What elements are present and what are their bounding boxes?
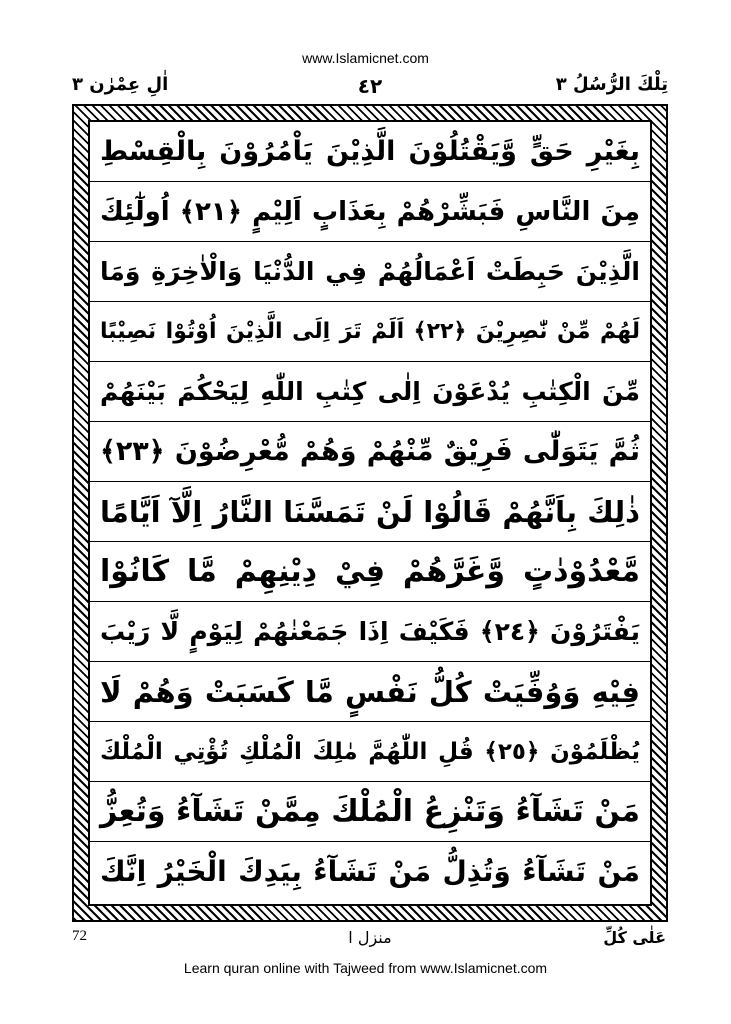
verse-line: بِغَيْرِ حَقٍّ وَّيَقْتُلُوْنَ الَّذِيْنَ يَاْمُرُوْنَ بِالْقِسْطِ — [90, 122, 650, 182]
verse-line: الَّذِيْنَ حَبِطَتْ اَعْمَالُهُمْ فِي الدُّنْيَا وَالْاٰخِرَةِ وَمَا — [90, 242, 650, 302]
manzil-label: منزل ا — [348, 928, 392, 947]
text-panel — [88, 120, 652, 906]
verse-line: لَهُمْ مِّنْ نّٰصِرِيْنَ ﴿٢٢﴾ اَلَمْ تَرَ اِلَى الَّذِيْنَ اُوْتُوْا نَصِيْبًا — [90, 302, 650, 362]
verse-line: يُظْلَمُوْنَ ﴿٢٥﴾ قُلِ اللّٰهُمَّ مٰلِكَ الْمُلْكِ تُؤْتِي الْمُلْكَ — [90, 722, 650, 782]
verse-line: مَّعْدُوْدٰتٍ وَّغَرَّهُمْ فِيْ دِيْنِهِمْ مَّا كَانُوْا — [90, 542, 650, 602]
verse-line: مِّنَ الْكِتٰبِ يُدْعَوْنَ اِلٰى كِتٰبِ اللّٰهِ لِيَحْكُمَ بَيْنَهُمْ — [90, 362, 650, 422]
verse-line: ذٰلِكَ بِاَنَّهُمْ قَالُوْا لَنْ تَمَسَّنَا النَّارُ اِلَّآ اَيَّامًا — [90, 482, 650, 542]
site-url: www.Islamicnet.com — [302, 50, 429, 66]
page-footer — [72, 922, 668, 952]
page-border-frame — [72, 104, 668, 922]
verse-line: ثُمَّ يَتَوَلّٰى فَرِيْقٌ مِّنْهُمْ وَهُمْ مُّعْرِضُوْنَ ﴿٢٣﴾ — [90, 422, 650, 482]
surah-title: اٰلِ عِمْرٰن ٣ — [72, 74, 169, 95]
promo-note: Learn quran online with Tajweed from www.Islamicnet.com — [183, 960, 548, 976]
juz-title: تِلْكَ الرُّسُلُ ٣ — [555, 74, 668, 95]
verse-line: فِيْهِ وَوُفِّيَتْ كُلُّ نَفْسٍ مَّا كَسَبَتْ وَهُمْ لَا — [90, 662, 650, 722]
verse-line: يَفْتَرُوْنَ ﴿٢٤﴾ فَكَيْفَ اِذَا جَمَعْنٰهُمْ لِيَوْمٍ لَّا رَيْبَ — [90, 602, 650, 662]
running-head — [72, 70, 668, 104]
verse-line: مَنْ تَشَآءُ وَتُذِلُّ مَنْ تَشَآءُ بِيَدِكَ الْخَيْرُ اِنَّكَ — [100, 855, 640, 888]
catchword: عَلٰى كُلِّ — [603, 928, 666, 947]
verse-line: مَنْ تَشَآءُ وَتَنْزِعُ الْمُلْكَ مِمَّنْ تَشَآءُ وَتُعِزُّ — [90, 782, 650, 842]
page-number-arabic: ٤٢ — [357, 74, 383, 98]
page-number: 72 — [72, 928, 87, 944]
verse-line: مِنَ النَّاسِ فَبَشِّرْهُمْ بِعَذَابٍ اَلِيْمٍ ﴿٢١﴾ اُولٰٓئِكَ — [90, 182, 650, 242]
